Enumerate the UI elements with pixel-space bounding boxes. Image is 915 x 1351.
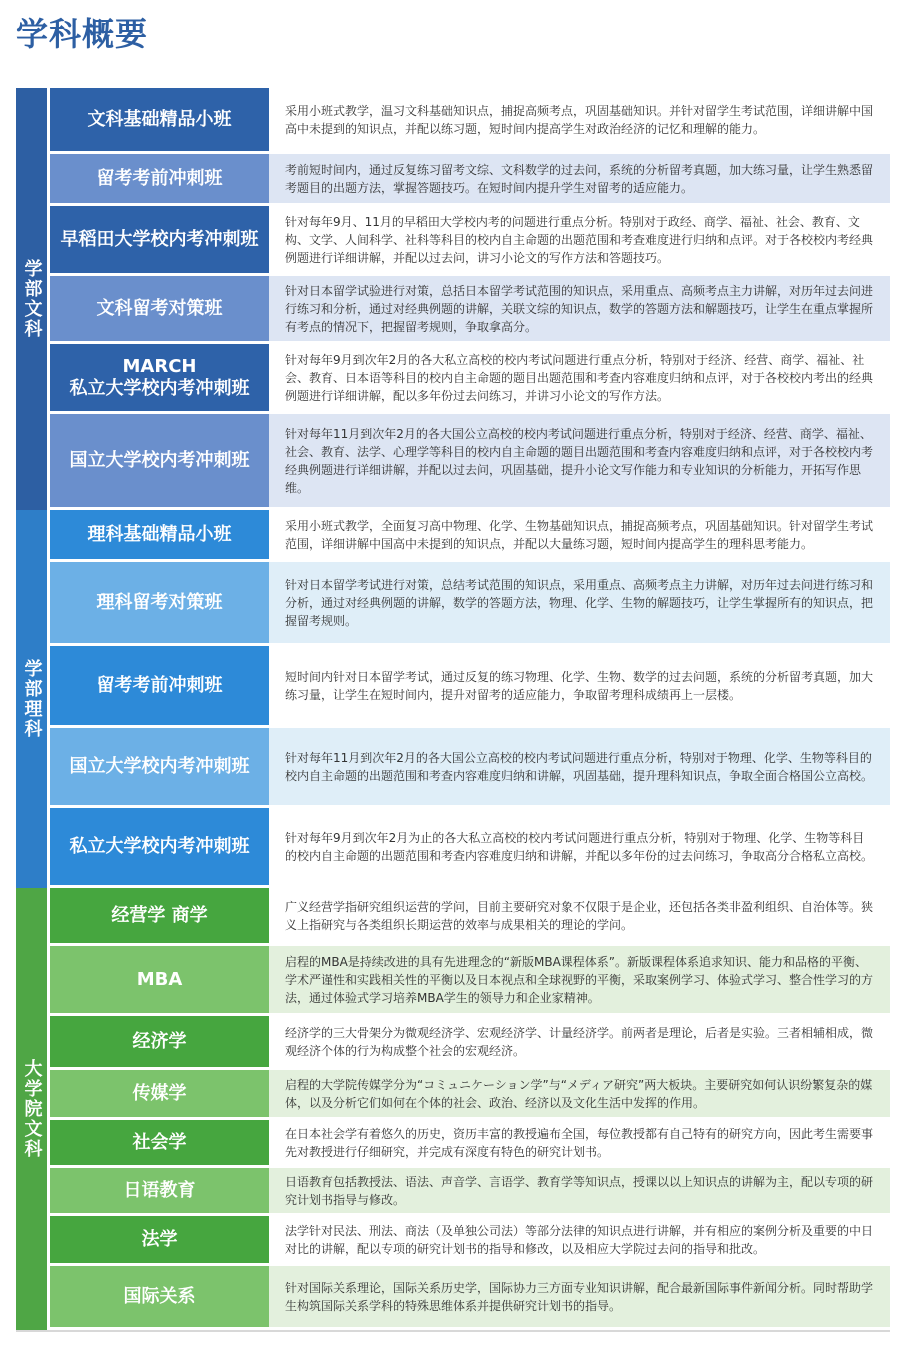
course-name: 国立大学校内考冲刺班 <box>50 414 269 507</box>
course-desc: 针对每年9月到次年2月的各大私立高校的校内考试问题进行重点分析，特别对于经济、经营、商学、福祉、社会、教育、日本语等科目的校内自主命题的题目出题范围和考查内容难度归纳和点评，对于各校校内考出的经典例题进行详细讲解，配以多年份过去问练习，并讲习小论文的写作方法。 <box>269 344 890 411</box>
course-name: MBA <box>50 946 269 1013</box>
course-name: 理科基础精品小班 <box>50 510 269 559</box>
course-row <box>50 562 890 646</box>
section-label-text: 学部理科 <box>21 659 43 739</box>
section-undergrad-science <box>16 510 890 888</box>
course-desc: 法学针对民法、刑法、商法（及单独公司法）等部分法律的知识点进行讲解，并有相应的案例分析及重要的中日对比的讲解，配以专项的研究计划书的指导和修改，以及相应大学院过去问的指导和批改。 <box>269 1216 890 1263</box>
course-row <box>50 88 890 154</box>
section-undergrad-liberal <box>16 88 890 510</box>
course-row <box>50 946 890 1016</box>
course-desc: 启程的大学院传媒学分为“コミュニケーション学”与“メディア研究”两大板块。主要研究如何认识纷繁复杂的媒体，以及分析它们如何在个体的社会、政治、经济以及文化生活中发挥的作用。 <box>269 1070 890 1117</box>
course-row <box>50 1266 890 1330</box>
course-row <box>50 1216 890 1266</box>
course-name: 经营学 商学 <box>50 888 269 943</box>
section-graduate-liberal <box>16 888 890 1330</box>
course-name: 文科留考对策班 <box>50 276 269 341</box>
page-title: 学科概要 <box>16 15 149 53</box>
course-row <box>50 1168 890 1216</box>
course-table <box>16 88 890 1330</box>
course-row <box>50 510 890 562</box>
course-name: 早稻田大学校内考冲刺班 <box>50 206 269 273</box>
course-row <box>50 414 890 510</box>
section-label-text: 大学院文科 <box>21 1059 43 1159</box>
course-row <box>50 276 890 344</box>
course-name: 私立大学校内考冲刺班 <box>50 808 269 885</box>
course-desc: 针对每年11月到次年2月的各大国公立高校的校内考试问题进行重点分析，特别对于经济、经营、商学、福祉、社会、教育、法学、心理学等科目的校内自主命题的题目出题范围和考查内容难度归纳和点评，对于各校校内考经典例题进行详细讲解，并配以过去问，巩固基础，提升小论文写作能力和专业知识的分析能力，开拓写作思维。 <box>269 414 890 507</box>
course-row <box>50 646 890 728</box>
course-name: 法学 <box>50 1216 269 1263</box>
course-row <box>50 728 890 808</box>
course-row <box>50 888 890 946</box>
section-label <box>16 510 50 888</box>
course-desc: 经济学的三大骨架分为微观经济学、宏观经济学、计量经济学。前两者是理论，后者是实验。三者相辅相成，微观经济个体的行为构成整个社会的宏观经济。 <box>269 1016 890 1067</box>
section-label <box>16 888 50 1330</box>
course-name: 经济学 <box>50 1016 269 1067</box>
course-name: 文科基础精品小班 <box>50 88 269 151</box>
course-desc: 针对每年9月、11月的早稻田大学校内考的问题进行重点分析。特别对于政经、商学、福祉、社会、教育、文构、文学、人间科学、社科等科目的校内自主命题的出题范围和考查难度进行归纳和点评。对于各校校内考经典例题进行详细讲解，并配以过去问，讲习小论文的写作方法和答题技巧。 <box>269 206 890 273</box>
course-row <box>50 154 890 206</box>
course-name: 理科留考对策班 <box>50 562 269 643</box>
course-name: 国际关系 <box>50 1266 269 1327</box>
course-name: 日语教育 <box>50 1168 269 1213</box>
course-row <box>50 1016 890 1070</box>
course-desc: 广义经营学指研究组织运营的学问，目前主要研究对象不仅限于是企业，还包括各类非盈利组织、自治体等。狭义上指研究与各类组织长期运营的效率与成果相关的理论的学问。 <box>269 888 890 943</box>
section-label <box>16 88 50 510</box>
course-row <box>50 1070 890 1120</box>
course-desc: 针对每年9月到次年2月为止的各大私立高校的校内考试问题进行重点分析，特别对于物理、化学、生物等科目的校内自主命题的出题范围和考查内容难度归纳和讲解，并配以多年份的过去问练习，争取高分合格私立高校。 <box>269 808 890 885</box>
course-desc: 针对日本留学考试进行对策，总结考试范围的知识点，采用重点、高频考点主力讲解，对历年过去问进行练习和分析，通过对经典例题的讲解，数学的答题方法，物理、化学、生物的解题技巧，让学生掌握所有的知识点，把握留考规则。 <box>269 562 890 643</box>
course-desc: 采用小班式教学，温习文科基础知识点，捕捉高频考点，巩固基础知识。并针对留学生考试范围，详细讲解中国高中未提到的知识点，并配以练习题，短时间内提高学生对政治经济的记忆和理解的能力。 <box>269 88 890 151</box>
course-desc: 考前短时间内，通过反复练习留考文综、文科数学的过去问，系统的分析留考真题，加大练习量，让学生熟悉留考题目的出题方法，掌握答题技巧。在短时间内提升学生对留考的适应能力。 <box>269 154 890 203</box>
course-desc: 针对日本留学试验进行对策，总括日本留学考试范围的知识点，采用重点、高频考点主力讲解，对历年过去问进行练习和分析，通过对经典例题的讲解，关联文综的知识点，数学的答题方法和解题技巧，让学生在重点掌握所有考点的情况下，把握留考规则，争取拿高分。 <box>269 276 890 341</box>
course-name: 传媒学 <box>50 1070 269 1117</box>
course-name: MARCH 私立大学校内考冲刺班 <box>50 344 269 411</box>
course-name: 社会学 <box>50 1120 269 1165</box>
course-row <box>50 344 890 414</box>
course-desc: 日语教育包括教授法、语法、声音学、言语学、教育学等知识点，授课以以上知识点的讲解为主，配以专项的研究计划书指导与修改。 <box>269 1168 890 1213</box>
course-desc: 采用小班式教学，全面复习高中物理、化学、生物基础知识点，捕捉高频考点，巩固基础知识。针对留学生考试范围，详细讲解中国高中未提到的知识点，并配以大量练习题，短时间内提高学生的理科思考能力。 <box>269 510 890 559</box>
course-desc: 针对国际关系理论，国际关系历史学，国际协力三方面专业知识讲解，配合最新国际事件新闻分析。同时帮助学生构筑国际关系学科的特殊思维体系并提供研究计划书的指导。 <box>269 1266 890 1327</box>
course-row <box>50 206 890 276</box>
course-row <box>50 1120 890 1168</box>
course-desc: 针对每年11月到次年2月的各大国公立高校的校内考试问题进行重点分析，特别对于物理、化学、生物等科目的校内自主命题的出题范围和考查内容难度归纳和讲解，巩固基础，提升理科知识点，争取全面合格国公立高校。 <box>269 728 890 805</box>
section-label-text: 学部文科 <box>21 259 43 339</box>
bottom-divider <box>16 1330 890 1332</box>
course-name: 留考考前冲刺班 <box>50 154 269 203</box>
course-name: 国立大学校内考冲刺班 <box>50 728 269 805</box>
course-row <box>50 808 890 888</box>
course-desc: 启程的MBA是持续改进的具有先进理念的“新版MBA课程体系”。新版课程体系追求知识、能力和品格的平衡、学术严谨性和实践相关性的平衡以及日本视点和全球视野的平衡，采取案例学习、体验式学习、整合性学习的方法，通过体验式学习培养MBA学生的领导力和企业家精神。 <box>269 946 890 1013</box>
course-desc: 在日本社会学有着悠久的历史，资历丰富的教授遍布全国，每位教授都有自己特有的研究方向，因此考生需要事先对教授进行仔细研究，并完成有深度有特色的研究计划书。 <box>269 1120 890 1165</box>
course-name: 留考考前冲刺班 <box>50 646 269 725</box>
course-desc: 短时间内针对日本留学考试，通过反复的练习物理、化学、生物、数学的过去问题，系统的分析留考真题，加大练习量，让学生在短时间内，提升对留考的适应能力，争取留考理科成绩再上一层楼。 <box>269 646 890 725</box>
